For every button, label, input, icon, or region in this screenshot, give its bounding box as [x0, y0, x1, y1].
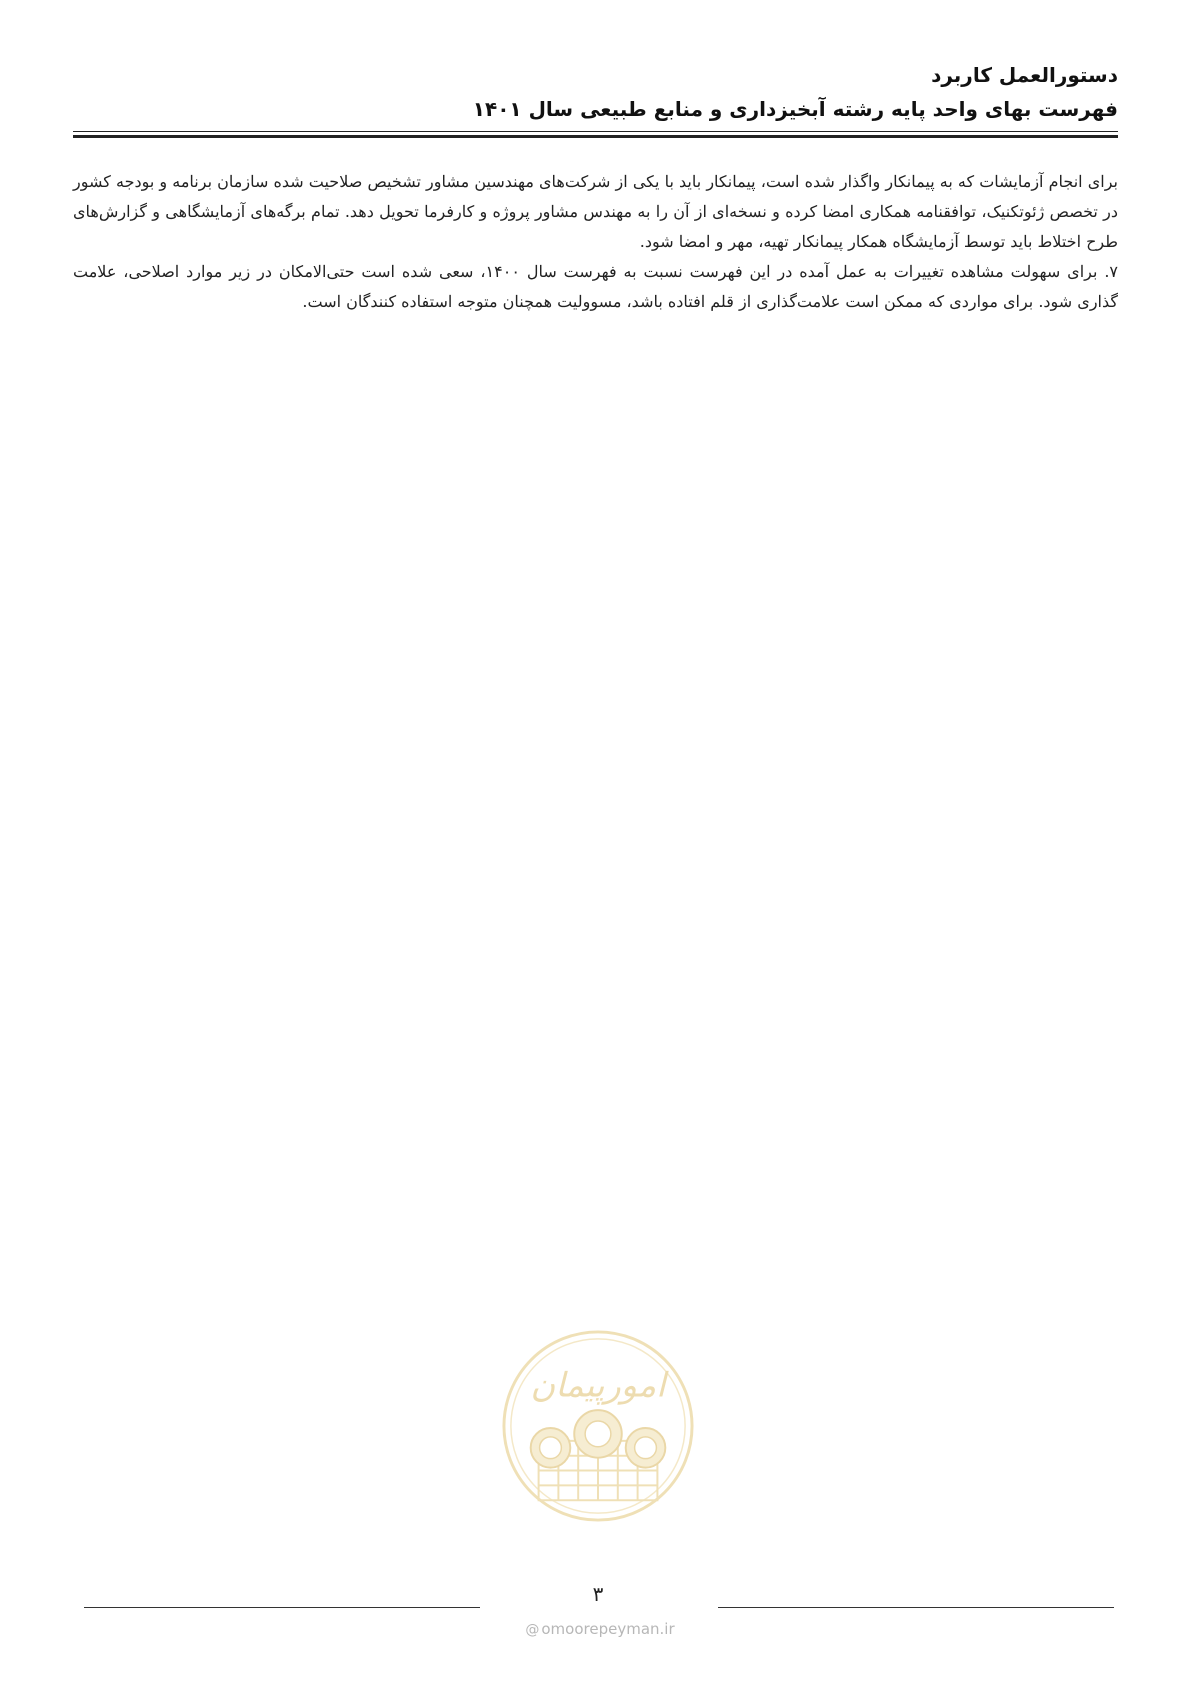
footer-divider-left: [84, 1607, 480, 1608]
footer-divider-right: [718, 1607, 1114, 1608]
page-header: [73, 58, 1118, 126]
header-divider-thick: [73, 135, 1118, 138]
body-text: [73, 167, 1118, 317]
paragraph-changes-note: ۷. برای سهولت مشاهده تغییرات به عمل آمده در این فهرست نسبت به فهرست سال ۱۴۰۰، سعی شده است حتی‌الامکان در زیر موارد اصلاحی، علامت گذاری شود. برای مواردی که ممکن است علامت‌گذاری از قلم افتاده باشد، مسوولیت همچنان متوجه استفاده کنندگان است.: [73, 262, 1119, 311]
header-divider-thin: [73, 131, 1118, 132]
watermark-url-text: omoorepeyman.ir: [541, 1620, 675, 1638]
at-icon: @: [525, 1622, 540, 1638]
watermark-logo: [499, 1327, 697, 1525]
page-number: ۳: [592, 1582, 604, 1606]
paragraph-lab-tests: برای انجام آزمایشات که به پیمانکار واگذار شده است، پیمانکار باید با یکی از شرکت‌های مهندسین مشاور تشخیص صلاحیت شده سازمان برنامه و بودجه کشور در تخصص ژئوتکنیک، توافقنامه همکاری امضا کرده و نسخه‌ای از آن را به مهندس مشاور پروژه و کارفرما تحویل دهد. تمام برگه‌های آزمایشگاهی و گزارش‌های طرح اختلاط باید توسط آزمایشگاه همکار پیمانکار تهیه، مهر و امضا شود.: [73, 172, 1118, 251]
header-subtitle: فهرست بهای واحد پایه رشته آبخیزداری و منابع طبیعی سال ۱۴۰۱: [472, 97, 1118, 121]
watermark-logo-text: امورپیمان: [530, 1365, 666, 1405]
watermark-url: [510, 1620, 690, 1638]
header-title: دستورالعمل کاربرد: [931, 63, 1118, 87]
